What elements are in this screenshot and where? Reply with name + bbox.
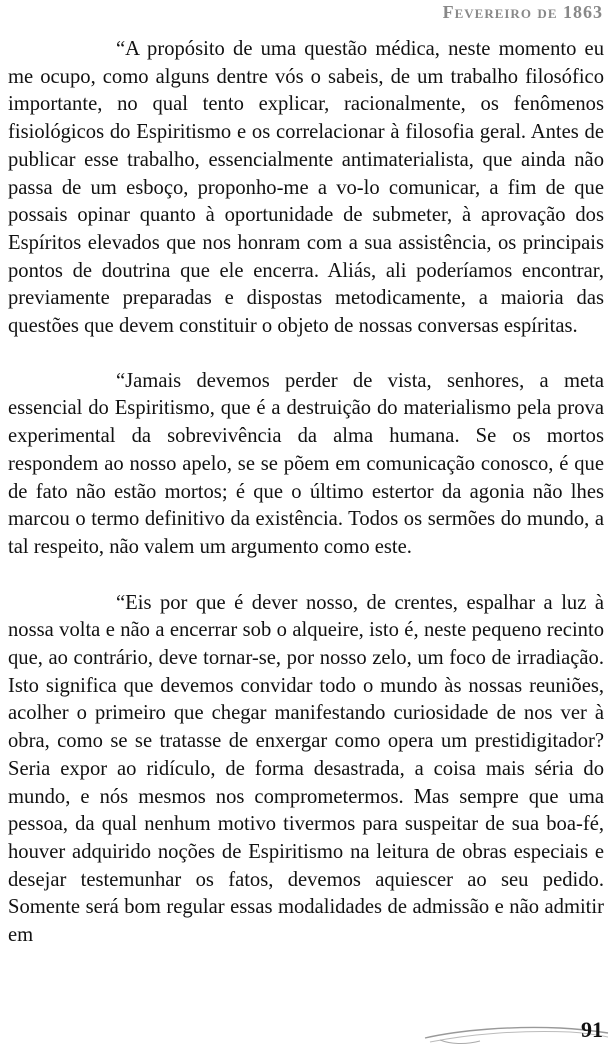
paragraph-1: “A propósito de uma questão médica, neste momento eu me ocupo, como alguns dentre vós o sabeis, de um trabalho filosófico importante, no qual tento explicar, racionalmente, os fenômenos fisiológicos do Espiritismo e os correlacionar à filosofia geral. Antes de publicar esse trabalho, essencialmente antimaterialista, que ainda não passa de um esboço, proponho-me a vo-lo comunicar, a fim de que possais opinar quanto à oportunidade de submeter, à aprovação dos Espíritos elevados que nos honram com a sua assistência, os principais pontos de doutrina que ele encerra. Aliás, ali poderíamos encontrar, previamente preparadas e dispostas metodicamente, a maioria das questões que devem constituir o objeto de nossas conversas espíritas.: [8, 38, 604, 338]
running-header: Fevereiro de 1863: [442, 2, 603, 22]
page-number: 91: [581, 1017, 603, 1042]
page-body: [8, 36, 604, 950]
paragraph-3: “Eis por que é dever nosso, de crentes, espalhar a luz à nossa volta e não a encerrar sob o alqueire, isto é, neste pequeno recinto que, ao contrário, deve tornar-se, por nosso zelo, um foco de irradiação. Isto significa que devemos convidar todo o mundo às nossas reuniões, acolher o primeiro que chegar manifestando curiosidade de nos ver à obra, como se se tratasse de enxergar como opera um prestidigitador? Seria expor ao ridículo, de forma desastrada, a coisa mais séria do mundo, e nós mesmos nos comprometermos. Mas sempre que uma pessoa, da qual nenhum motivo tivermos para suspeitar de sua boa-fé, houver adquirido noções de Espiritismo na leitura de obras especiais e desejar testemunhar os fatos, devemos aquiescer ao seu pedido. Somente será bom regular essas modalidades de admissão e não admitir em: [8, 591, 604, 947]
paragraph-gap: [8, 341, 604, 368]
paragraph-2: “Jamais devemos perder de vista, senhores, a meta essencial do Espiritismo, que é a destruição do materialismo pela prova experimental da sobrevivência da alma humana. Se os mortos respondem ao nosso apelo, se se põem em comunicação conosco, é que de fato não estão mortos; é que o último estertor da agonia não lhes marcou o termo definitivo da existência. Todos os sermões do mundo, a tal respeito, não valem um argumento como este.: [8, 369, 604, 558]
paragraph-gap: [8, 562, 604, 590]
